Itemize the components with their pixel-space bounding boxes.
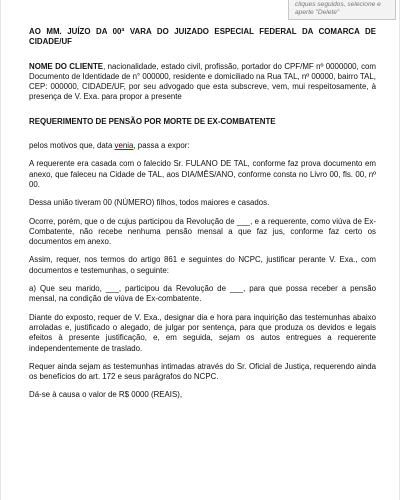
client-name: NOME DO CLIENTE <box>29 61 104 71</box>
client-text: , nacionalidade, estado civil, profissão, portador do CPF/MF nº 0000000, com Documento de Identidade de n° 000000, residente e domiciliado na Rua TAL, nº 00000, bairro TAL, CEP: 000000, CIDADE/UF, por seu advogado que esta subscreve, vem, mui respeitosamente, à presença de V. Exa. para propor a presente <box>29 61 376 102</box>
court-heading: AO MM. JUÍZO DA 00ª VARA DO JUIZADO ESPECIAL FEDERAL DA COMARCA DE CIDADE/UF <box>29 27 376 47</box>
tooltip-line-1: cliques seguidos, selecione e <box>295 1 381 8</box>
paragraph-value: Dá-se à causa o valor de R$ 0000 (REAIS), <box>29 390 183 400</box>
client-qualification <box>29 62 376 103</box>
paragraph-witnesses: Requer ainda sejam as testemunhas intimadas através do Sr. Oficial de Justiça, requerendo ainda os benefícios do art. 172 e seus parágrafos do NCPC. <box>29 361 376 382</box>
motives-after: , passa a expor: <box>133 141 190 151</box>
tooltip-line-2: aperte "Delete" <box>295 9 340 16</box>
request-title: REQUERIMENTO DE PENSÃO POR MORTE DE EX-COMBATENTE <box>29 116 276 126</box>
paragraph-item-a: a) Que seu marido, ___, participou da Revolução de ___, para que possa receber a pensão mensal, na condição de viúva de Ex-combatente. <box>29 284 376 304</box>
motives-before: pelos motivos que, data <box>29 141 115 151</box>
motives-line <box>29 141 376 151</box>
petition-body <box>29 27 376 409</box>
paragraph-marriage: A requerente era casada com o falecido Sr. FULANO DE TAL, conforme faz prova documento em anexo, que faleceu na Cidade de TAL, aos DIA/MÊS/ANO, conforme consta no Livro 00, fls. 00, nº 00. <box>29 159 376 189</box>
delete-hint-tooltip <box>288 0 396 20</box>
venia-word: venia <box>114 141 134 151</box>
paragraph-exposed: Diante do exposto, requer de V. Exa., designar dia e hora para inquirição das testemunhas abaixo arroladas e, justificado o alegado, de julgar por sentença, para que produza os devidos e legais efeitos à presente justificação, e, em seguida, sejam os autos entregues a requerente independentemente de traslado. <box>29 312 376 353</box>
paragraph-children: Dessa união tiveram 00 (NÚMERO) filhos, todos maiores e casados. <box>29 198 270 208</box>
paragraph-request: Assim, requer, nos termos do artigo 861 e seguintes do NCPC, justificar perante V. Exa., com documentos e testemunhas, o seguinte: <box>29 255 376 275</box>
paragraph-revolution: Ocorre, porém, que o de cujus participou da Revolução de ___, e a requerente, como viúva de Ex-Combatente, não recebe nenhuma pensão mensal a que faz jus, conforme faz certo os documentos em anexo. <box>29 216 376 247</box>
